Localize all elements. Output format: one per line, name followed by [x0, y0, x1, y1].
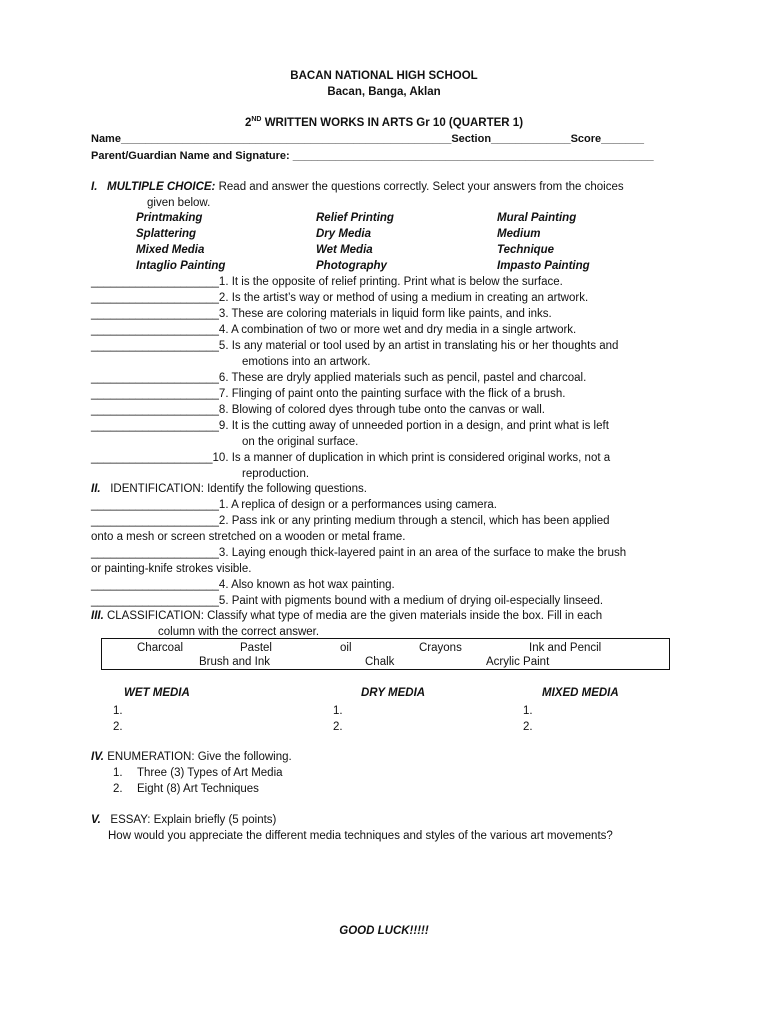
wet-media-header: WET MEDIA — [124, 687, 190, 699]
choice-item: Splattering — [136, 228, 197, 240]
choice-item: Mural Painting — [497, 212, 577, 224]
mc-item-7[interactable]: ____________________7. Flinging of paint onto the painting surface with the flick of a brush. — [91, 388, 566, 400]
enum-item-1: Three (3) Types of Art Media — [137, 767, 283, 779]
mc-item-5-cont: emotions into an artwork. — [242, 356, 371, 368]
enum-number-2: 2. — [113, 783, 123, 795]
mc-item-9[interactable]: ____________________9. It is the cutting away of unneeded portion in a design, and print what is left — [91, 420, 609, 432]
choice-item: Medium — [497, 228, 541, 240]
dry-media-header: DRY MEDIA — [361, 687, 426, 699]
mixed-media-header: MIXED MEDIA — [542, 687, 619, 699]
id-item-5[interactable]: ____________________5. Paint with pigments bound with a medium of drying oil-especially linseed. — [91, 595, 604, 607]
part1-instructions-cont: given below. — [147, 197, 211, 209]
wet-answer-2[interactable]: 2. — [113, 721, 123, 733]
material-item: Charcoal — [137, 642, 184, 654]
id-item-3[interactable]: ____________________3. Laying enough thick-layered paint in an area of the surface to make the brush — [91, 547, 627, 559]
name-section-score-line[interactable]: Name______________________________________________________Section_____________Score_______ — [91, 133, 644, 145]
mc-item-6[interactable]: ____________________6. These are dryly applied materials such as pencil, pastel and charcoal. — [91, 372, 587, 384]
essay-question: How would you appreciate the different media techniques and styles of the various art movements? — [108, 830, 613, 842]
choice-item: Intaglio Painting — [136, 260, 226, 272]
id-item-2-cont: onto a mesh or screen stretched on a wooden or metal frame. — [91, 531, 406, 543]
part1-heading: I. MULTIPLE CHOICE: Read and answer the questions correctly. Select your answers from the choices — [91, 181, 624, 193]
id-item-4[interactable]: ____________________4. Also known as hot wax painting. — [91, 579, 395, 591]
mc-item-8[interactable]: ____________________8. Blowing of colored dyes through tube onto the canvas or wall. — [91, 404, 545, 416]
id-item-2[interactable]: ____________________2. Pass ink or any printing medium through a stencil, which has been applied — [91, 515, 610, 527]
mc-item-3[interactable]: ____________________3. These are coloring materials in liquid form like paints, and inks. — [91, 308, 552, 320]
part5-heading: V. ESSAY: Explain briefly (5 points) — [91, 814, 277, 826]
part4-heading: IV. ENUMERATION: Give the following. — [91, 751, 292, 763]
id-item-1[interactable]: ____________________1. A replica of design or a performances using camera. — [91, 499, 497, 511]
school-address: Bacan, Banga, Aklan — [327, 86, 441, 98]
material-item: Crayons — [419, 642, 462, 654]
mc-item-5[interactable]: ____________________5. Is any material or tool used by an artist in translating his or her thoughts and — [91, 340, 619, 352]
mc-item-9-cont: on the original surface. — [242, 436, 359, 448]
part3-heading: III. CLASSIFICATION: Classify what type of media are the given materials inside the box. Fill in each — [91, 610, 603, 622]
id-item-3-cont: or painting-knife strokes visible. — [91, 563, 252, 575]
material-item: Chalk — [365, 656, 395, 668]
choice-item: Mixed Media — [136, 244, 205, 256]
choice-item: Technique — [497, 244, 555, 256]
dry-answer-1[interactable]: 1. — [333, 705, 343, 717]
material-item: Brush and Ink — [199, 656, 270, 668]
material-item: oil — [340, 642, 352, 654]
material-item: Acrylic Paint — [486, 656, 550, 668]
choice-item: Dry Media — [316, 228, 371, 240]
choice-item: Wet Media — [316, 244, 373, 256]
mc-item-10[interactable]: ___________________10. Is a manner of duplication in which print is considered original works, not a — [91, 452, 611, 464]
mc-item-4[interactable]: ____________________4. A combination of two or more wet and dry media in a single artwork. — [91, 324, 577, 336]
material-item: Ink and Pencil — [529, 642, 602, 654]
dry-answer-2[interactable]: 2. — [333, 721, 343, 733]
exam-title: 2ND WRITTEN WORKS IN ARTS Gr 10 (QUARTER 1) — [244, 116, 524, 129]
parent-signature-line[interactable]: Parent/Guardian Name and Signature: ___________________________________________________________ — [91, 150, 654, 162]
mixed-answer-1[interactable]: 1. — [523, 705, 533, 717]
choice-item: Relief Printing — [316, 212, 394, 224]
good-luck: GOOD LUCK!!!!! — [339, 925, 429, 937]
enum-item-2: Eight (8) Art Techniques — [137, 783, 259, 795]
materials-box — [101, 638, 670, 670]
mc-item-10-cont: reproduction. — [242, 468, 310, 480]
choice-item: Printmaking — [136, 212, 203, 224]
mc-item-2[interactable]: ____________________2. Is the artist’s way or method of using a medium in creating an artwork. — [91, 292, 589, 304]
material-item: Pastel — [240, 642, 272, 654]
choice-item: Photography — [316, 260, 387, 272]
mixed-answer-2[interactable]: 2. — [523, 721, 533, 733]
wet-answer-1[interactable]: 1. — [113, 705, 123, 717]
mc-item-1[interactable]: ____________________1. It is the opposite of relief printing. Print what is below the surface. — [91, 276, 563, 288]
school-name: BACAN NATIONAL HIGH SCHOOL — [290, 70, 478, 82]
enum-number-1: 1. — [113, 767, 123, 779]
part3-heading-cont: column with the correct answer. — [158, 626, 320, 638]
choice-item: Impasto Painting — [497, 260, 590, 272]
part2-heading: II. IDENTIFICATION: Identify the following questions. — [91, 483, 367, 495]
